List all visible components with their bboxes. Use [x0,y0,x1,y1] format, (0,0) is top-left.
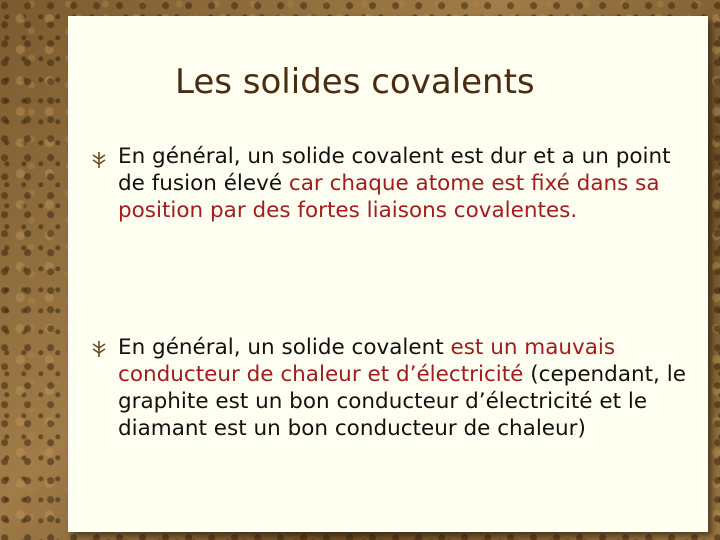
bullet-2-text [118,334,703,442]
wheat-bullet-icon [90,340,108,358]
bullet-2-rest: (cependant, le graphite est un bon conducteur d’électricité et le diamant est un bon conducteur de chaleur) [118,362,686,441]
bullet-1-highlight: car chaque atome est fixé dans sa position par des fortes liaisons covalentes. [118,171,660,223]
wheat-bullet-icon [90,151,108,169]
bullet-2-plain: En général, un solide covalent [118,335,451,360]
slide-panel [68,16,708,532]
bullet-1-plain: En général, un solide covalent est dur et a un point de fusion élevé [118,144,671,196]
bullet-1-text [118,143,703,224]
slide-title: Les solides covalents [175,62,535,102]
bullet-2-highlight: est un mauvais conducteur de chaleur et d’électricité [118,335,616,387]
